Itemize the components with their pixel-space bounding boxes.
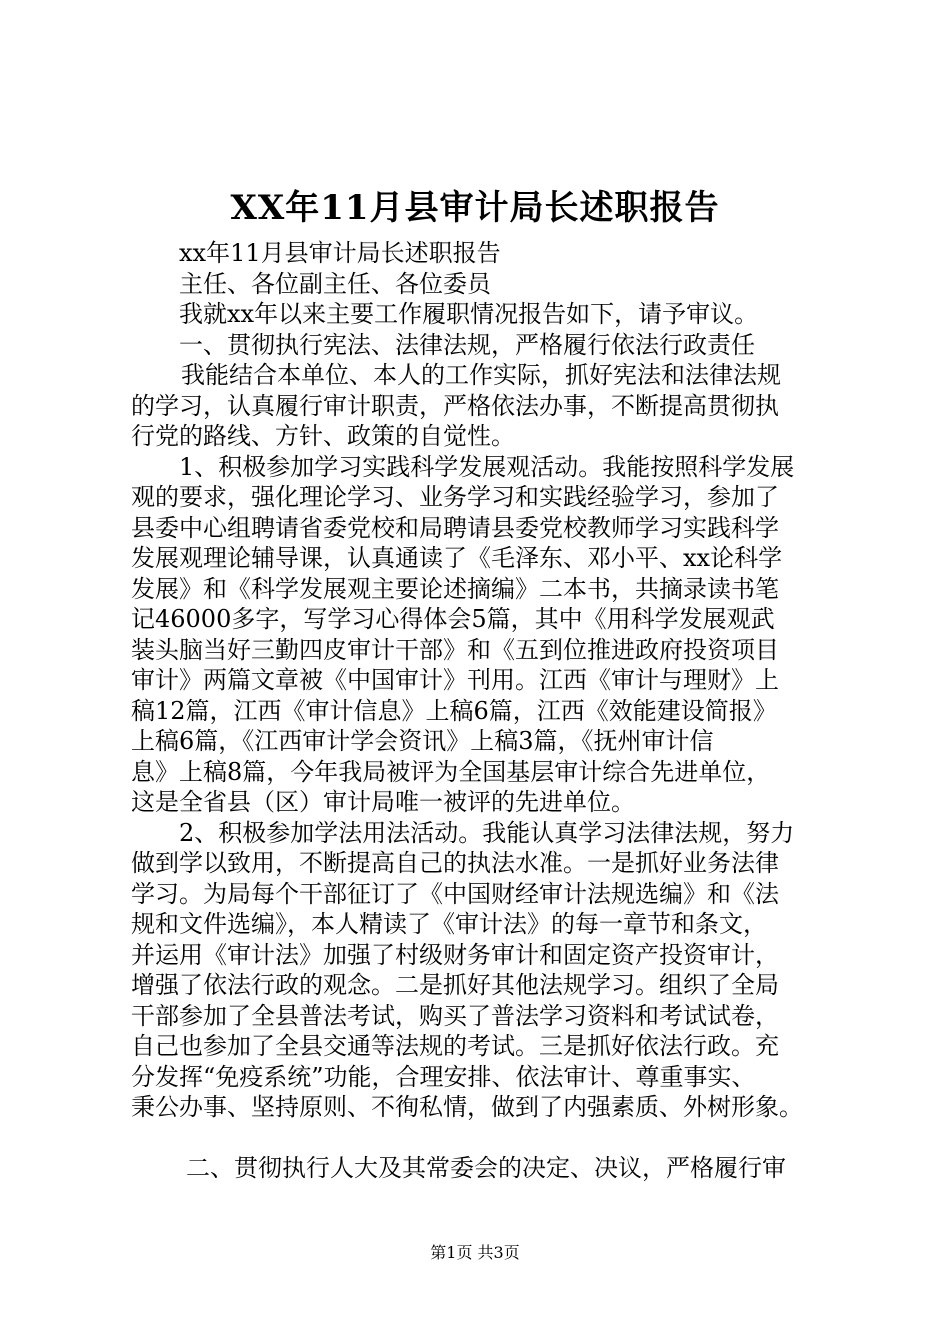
body-line: 分发挥“免疫系统”功能，合理安排、依法审计、尊重事实、 bbox=[131, 1062, 756, 1091]
body-line: 1、积极参加学习实践科学发展观活动。我能按照科学发展 bbox=[179, 452, 795, 481]
body-line: 观的要求，强化理论学习、业务学习和实践经验学习，参加了 bbox=[131, 483, 779, 511]
body-line: 装头脑当好三勤四皮审计干部》和《五到位推进政府投资项目 bbox=[131, 635, 779, 664]
body-line: 行党的路线、方针、政策的自觉性。 bbox=[131, 422, 515, 450]
document-title: XX年11月县审计局长述职报告 bbox=[230, 188, 720, 228]
body-line: 息》上稿8篇，今年我局被评为全国基层审计综合先进单位， bbox=[131, 757, 771, 786]
section-heading: 二、贯彻执行人大及其常委会的决定、决议，严格履行审 bbox=[186, 1153, 786, 1182]
body-line: 上稿6篇，《江西审计学会资讯》上稿3篇，《抚州审计信 bbox=[131, 727, 714, 755]
body-line: 并运用《审计法》加强了村级财务审计和固定资产投资审计， bbox=[131, 940, 779, 969]
document-body bbox=[131, 238, 831, 1183]
body-line: xx年11月县审计局长述职报告 bbox=[179, 239, 501, 267]
paragraph-gap bbox=[131, 1123, 831, 1153]
page-footer: 第1页 共3页 bbox=[430, 1243, 520, 1262]
section-heading: 一、贯彻执行宪法、法律法规，严格履行依法行政责任 bbox=[179, 330, 755, 359]
body-line: 发展观理论辅导课，认真通读了《毛泽东、邓小平、xx论科学 bbox=[131, 544, 783, 572]
body-line: 增强了依法行政的观念。二是抓好其他法规学习。组织了全局 bbox=[131, 971, 779, 999]
body-line: 县委中心组聘请省委党校和局聘请县委党校教师学习实践科学 bbox=[131, 513, 779, 542]
body-line: 审计》两篇文章被《中国审计》刊用。江西《审计与理财》上 bbox=[131, 666, 779, 694]
body-line: 干部参加了全县普法考试，购买了普法学习资料和考试试卷， bbox=[131, 1001, 779, 1030]
body-line: 规和文件选编》，本人精读了《审计法》的每一章节和条文， bbox=[131, 910, 767, 938]
body-line: 2、积极参加学法用法活动。我能认真学习法律法规，努力 bbox=[179, 818, 795, 847]
body-line: 发展》和《科学发展观主要论述摘编》二本书，共摘录读书笔 bbox=[131, 574, 779, 603]
body-line: 秉公办事、坚持原则、不徇私情，做到了内强素质、外树形象。 bbox=[131, 1093, 803, 1121]
body-line: 我能结合本单位、本人的工作实际，抓好宪法和法律法规 bbox=[181, 361, 781, 389]
body-line: 主任、各位副主任、各位委员 bbox=[179, 269, 491, 298]
body-line: 记46000多字，写学习心得体会5篇，其中《用科学发展观武 bbox=[131, 605, 775, 633]
body-line: 自己也参加了全县交通等法规的考试。三是抓好依法行政。充 bbox=[131, 1032, 779, 1060]
body-line: 这是全省县（区）审计局唯一被评的先进单位。 bbox=[131, 788, 635, 816]
body-line: 学习。为局每个干部征订了《中国财经审计法规选编》和《法 bbox=[131, 879, 779, 908]
body-line: 稿12篇，江西《审计信息》上稿6篇，江西《效能建设简报》 bbox=[131, 696, 777, 725]
body-line: 的学习，认真履行审计职责，严格依法办事，不断提高贯彻执 bbox=[131, 391, 779, 420]
body-line: 我就xx年以来主要工作履职情况报告如下，请予审议。 bbox=[179, 300, 759, 328]
body-line: 做到学以致用，不断提高自己的执法水准。一是抓好业务法律 bbox=[131, 849, 779, 877]
